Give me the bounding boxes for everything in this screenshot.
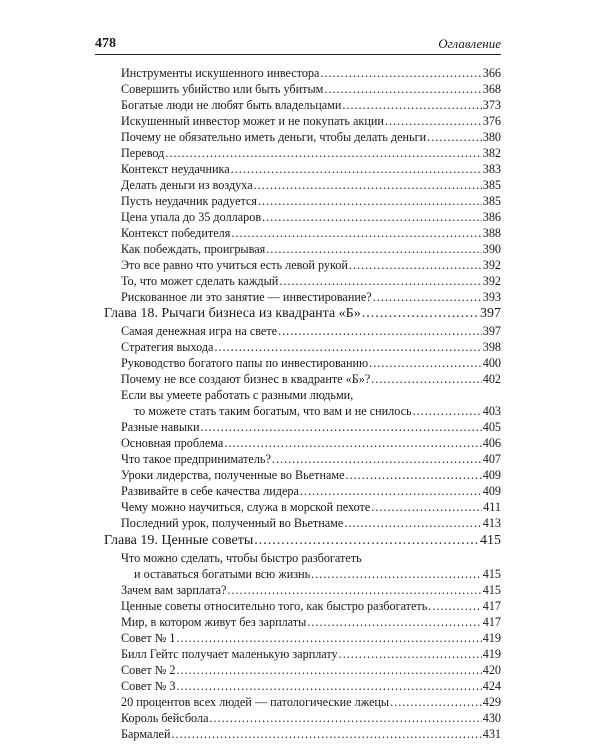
dot-leader [176,630,481,646]
dot-leader [227,582,481,598]
toc-entry[interactable]: Руководство богатого папы по инвестированию ..... 400 [121,355,501,371]
dot-leader [209,710,481,726]
dot-leader [176,678,481,694]
toc-entry[interactable]: Рискованное ли это занятие — инвестирование? ..... 393 [121,289,501,305]
dot-leader [413,403,482,419]
running-title: Оглавление [438,36,501,51]
dot-leader [427,129,482,145]
toc-entry[interactable]: Это все равно что учиться есть левой рукой ..... 392 [121,257,501,273]
dot-leader [385,113,482,129]
dot-leader [231,225,481,241]
dot-leader [390,694,482,710]
toc-entry[interactable]: Совет № 3 ..... 424 [121,678,501,694]
dot-leader [165,145,481,161]
toc-entry[interactable]: Чему можно научиться, служа в морской пехоте ..... 411 [121,499,501,515]
toc-entry[interactable]: Контекст неудачника ..... 383 [121,161,501,177]
chapter-18-heading[interactable]: Глава 18. Рычаги бизнеса из квадранта «Б» ..... 397 [104,305,501,323]
toc-entry[interactable]: Пусть неудачник радуется ..... 385 [121,193,501,209]
dot-leader [279,273,481,289]
dot-leader [373,289,482,305]
dot-leader [344,515,481,531]
toc-entry[interactable]: Почему не все создают бизнес в квадранте «Б»? ..... 402 [121,371,501,387]
toc-entry[interactable]: 20 процентов всех людей — патологические лжецы ..... 429 [121,694,501,710]
toc-entry[interactable]: Стратегия выхода ..... 398 [121,339,501,355]
page-number: 478 [95,36,116,51]
toc-entry[interactable]: то можете стать таким богатым, что вам и не снилось ..... 403 [134,403,501,419]
toc-entry[interactable]: Уроки лидерства, полученные во Вьетнаме ..... 409 [121,467,501,483]
dot-leader [428,598,481,614]
dot-leader [324,81,481,97]
toc-entry[interactable]: Мир, в котором живут без зарплаты ..... 417 [121,614,501,630]
dot-leader [320,65,481,81]
dot-leader [311,566,482,582]
dot-leader [371,371,481,387]
toc-entry[interactable]: Что такое предприниматель? ..... 407 [121,451,501,467]
dot-leader [231,161,482,177]
dot-leader [254,532,479,550]
dot-leader [201,419,482,435]
dot-leader [254,177,482,193]
toc-entry[interactable]: Совет № 2 ..... 420 [121,662,501,678]
toc-entry[interactable]: Как побеждать, проигрывая ..... 390 [121,241,501,257]
toc-entry[interactable]: Последний урок, полученный во Вьетнаме ..... 413 [121,515,501,531]
dot-leader [371,499,482,515]
toc-entry[interactable]: Самая денежная игра на свете ..... 397 [121,323,501,339]
toc-entry-line1[interactable]: Что можно сделать, чтобы быстро разбогатеть [121,551,362,565]
toc-entry[interactable]: и оставаться богатыми всю жизнь ..... 415 [134,566,501,582]
toc-entry[interactable]: Ценные советы относительно того, как быстро разбогатеть ..... 417 [121,598,501,614]
dot-leader [342,97,481,113]
dot-leader [262,209,482,225]
toc-entry[interactable]: Делать деньги из воздуха ..... 385 [121,177,501,193]
toc-entry[interactable]: Контекст победителя ..... 388 [121,225,501,241]
dot-leader [362,305,479,323]
toc-entry[interactable]: Почему не обязательно иметь деньги, чтобы делать деньги ..... 380 [121,129,501,145]
dot-leader [176,662,481,678]
toc-entry[interactable]: То, что может сделать каждый ..... 392 [121,273,501,289]
dot-leader [266,241,481,257]
toc-entry[interactable]: Перевод ..... 382 [121,145,501,161]
toc-entry[interactable]: Билл Гейтс получает маленькую зарплату ..... 419 [121,646,501,662]
dot-leader [171,726,481,742]
toc-entry[interactable]: Инструменты искушенного инвестора ..... 366 [121,65,501,81]
toc-entry[interactable]: Зачем вам зарплата? ..... 415 [121,582,501,598]
dot-leader [300,483,482,499]
toc-entry[interactable]: Богатые люди не любят быть владельцами ..... 373 [121,97,501,113]
dot-leader [278,323,482,339]
toc-entry[interactable]: Совет № 1 ..... 419 [121,630,501,646]
toc-entry[interactable]: Искушенный инвестор может и не покупать акции ..... 376 [121,113,501,129]
toc-entry[interactable]: Цена упала до 35 долларов ..... 386 [121,209,501,225]
toc-entry[interactable]: Основная проблема ..... 406 [121,435,501,451]
toc-entry[interactable]: Развивайте в себе качества лидера ..... 409 [121,483,501,499]
dot-leader [346,467,482,483]
dot-leader [339,646,482,662]
dot-leader [369,355,482,371]
dot-leader [214,339,481,355]
dot-leader [349,257,482,273]
toc-entry[interactable]: Разные навыки ..... 405 [121,419,501,435]
dot-leader [272,451,482,467]
dot-leader [307,614,481,630]
toc-entry[interactable]: Бармалей ..... 431 [121,726,501,742]
toc-entry[interactable]: Король бейсбола ..... 430 [121,710,501,726]
toc-entry[interactable]: Совершить убийство или быть убитым ..... 368 [121,81,501,97]
toc-entry-line1[interactable]: Если вы умеете работать с разными людьми, [121,388,354,402]
dot-leader [224,435,481,451]
dot-leader [258,193,482,209]
chapter-19-heading[interactable]: Глава 19. Ценные советы ..... 415 [104,532,501,550]
